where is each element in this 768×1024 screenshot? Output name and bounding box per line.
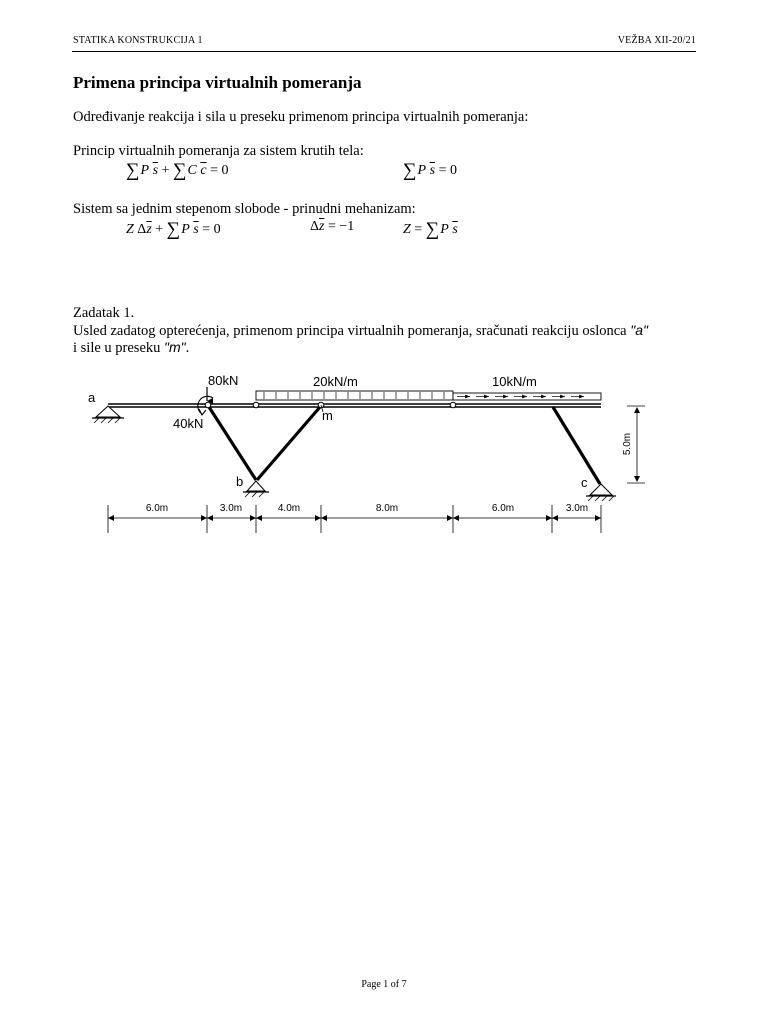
height-dim-label: 5.0m [622,432,633,456]
label-a: a [88,390,96,405]
support-ref: "a" [630,322,648,338]
support-c-symbol [586,484,616,501]
span-dimensions [108,505,601,533]
intro-text: Određivanje reakcija i sila u preseku primenom principa virtualnih pomeranja: [73,109,529,125]
page-title: Primena principa virtualnih pomeranja [73,73,362,92]
load-10knm-label: 10kN/m [492,374,537,389]
formula-sum: ∑P $\overline{s} = 0$ [403,160,457,181]
load-20knm-label: 20kN/m [313,374,358,389]
support-b-symbol [243,481,269,497]
task-line1-text: Usled zadatog opterećenja, primenom principa virtualnih pomeranja, sračunati reakciju oslonca [73,323,627,339]
formula-z: Z = ∑P $\overline{s}$ [403,219,458,240]
label-c: c [581,475,588,490]
task-line2-pre: i sile u preseku [73,340,161,356]
section-ref: "m" [164,339,186,355]
formula-rigid-body: ∑P $\overline{s} + \sum C$ $\overline{c} = 0$ [126,160,229,181]
header-exercise: VEŽBA XII-20/21 [617,35,696,46]
support-a-symbol [92,406,124,423]
span-label-3: 4.0m [277,503,301,514]
moment-40kn-label: 40kN [173,416,204,431]
section1-text: Princip virtualnih pomeranja za sistem krutih tela: [73,143,364,159]
hinge-right [450,402,456,408]
strut-left-a [209,407,256,480]
span-label-6: 3.0m [565,503,589,514]
distributed-vertical-load [256,391,453,400]
span-label-4: 8.0m [375,503,399,514]
formula-mechanism: Z $\Delta\overline{z} + \sum P$ $\overline{s} = 0$ [126,219,221,240]
task-line2-post: . [185,340,190,356]
task-label: Zadatak 1. [73,305,135,321]
span-label-2: 3.0m [219,503,243,514]
strut-left-m [257,407,320,480]
strut-right [553,407,600,484]
span-label-5: 6.0m [491,503,515,514]
page-footer: Page 1 of 7 [361,979,407,990]
main-beam [108,404,601,407]
distributed-horizontal-load [453,393,601,400]
label-m: m [322,408,333,423]
span-label-1: 6.0m [145,503,169,514]
section2-text: Sistem sa jednim stepenom slobode - prinudni mehanizam: [73,201,416,217]
load-80kn-label: 80kN [208,373,239,388]
header-course: STATIKA KONSTRUKCIJA 1 [73,35,203,46]
label-b: b [236,474,244,489]
formula-delta: $\Delta\overline{z} = -1$ [310,219,355,234]
hinge-left [253,402,259,408]
